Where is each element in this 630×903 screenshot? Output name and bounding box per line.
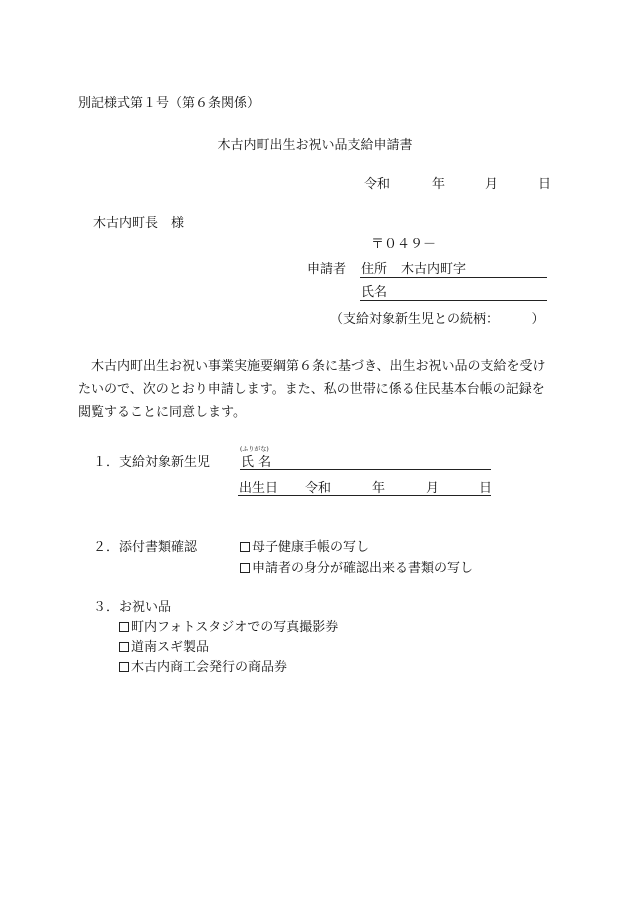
attach-item-1[interactable] bbox=[240, 540, 369, 556]
attach-item-2[interactable] bbox=[240, 561, 473, 577]
addressee: 木古内町長 様 bbox=[93, 216, 185, 231]
document-title: 木古内町出生お祝い品支給申請書 bbox=[217, 138, 413, 153]
applicant-label: 申請者 bbox=[307, 262, 347, 277]
body-paragraph: 木古内町出生お祝い事業実施要綱第６条に基づき、出生お祝い品の支給を受けたいので、次のとおり申請します。また、私の世帯に係る住民基本台帳の記録を閲覧することに同意します。 bbox=[78, 359, 546, 420]
newborn-name-label: 氏 名 bbox=[241, 455, 272, 470]
date-era: 令和 bbox=[364, 177, 391, 192]
checkbox-icon[interactable] bbox=[240, 563, 250, 573]
date-day: 日 bbox=[538, 177, 552, 192]
checkbox-icon[interactable] bbox=[119, 642, 129, 652]
date-year: 年 bbox=[432, 177, 446, 192]
section2-label: ２．添付書類確認 bbox=[93, 540, 198, 555]
form-reference: 別記様式第１号（第６条関係） bbox=[78, 96, 261, 111]
birth-month: 月 bbox=[426, 481, 440, 496]
newborn-name-underline[interactable] bbox=[240, 469, 491, 470]
attach-item-label: 申請者の身分が確認出来る書類の写し bbox=[252, 561, 474, 576]
postal-code: 〒０４９－ bbox=[371, 237, 437, 252]
checkbox-icon[interactable] bbox=[240, 542, 250, 552]
birth-era: 令和 bbox=[305, 481, 332, 496]
birth-year: 年 bbox=[372, 481, 386, 496]
address-underline bbox=[360, 277, 547, 278]
date-month: 月 bbox=[485, 177, 499, 192]
attach-item-label: 母子健康手帳の写し bbox=[252, 540, 370, 555]
section1-label: １．支給対象新生児 bbox=[93, 455, 211, 470]
gift-option-label: 道南スギ製品 bbox=[131, 640, 210, 655]
birth-date-underline bbox=[238, 495, 491, 496]
address-label: 住所 bbox=[361, 262, 388, 277]
gift-option-1[interactable] bbox=[119, 620, 338, 636]
birth-day: 日 bbox=[479, 481, 493, 496]
section3-label: ３．お祝い品 bbox=[93, 600, 172, 615]
furigana-label: (ふりがな) bbox=[240, 446, 269, 453]
name-underline[interactable] bbox=[360, 300, 547, 301]
gift-option-label: 町内フォトスタジオでの写真撮影券 bbox=[131, 620, 339, 635]
address-value[interactable]: 木古内町字 bbox=[401, 262, 467, 277]
gift-option-3[interactable] bbox=[119, 660, 287, 676]
checkbox-icon[interactable] bbox=[119, 622, 129, 632]
checkbox-icon[interactable] bbox=[119, 662, 129, 672]
birth-date-label: 出生日 bbox=[239, 481, 279, 496]
relation-field[interactable]: （支給対象新生児との続柄： ） bbox=[330, 312, 545, 327]
gift-option-label: 木古内商工会発行の商品券 bbox=[131, 660, 288, 675]
name-label: 氏名 bbox=[361, 285, 388, 300]
gift-option-2[interactable] bbox=[119, 640, 209, 656]
